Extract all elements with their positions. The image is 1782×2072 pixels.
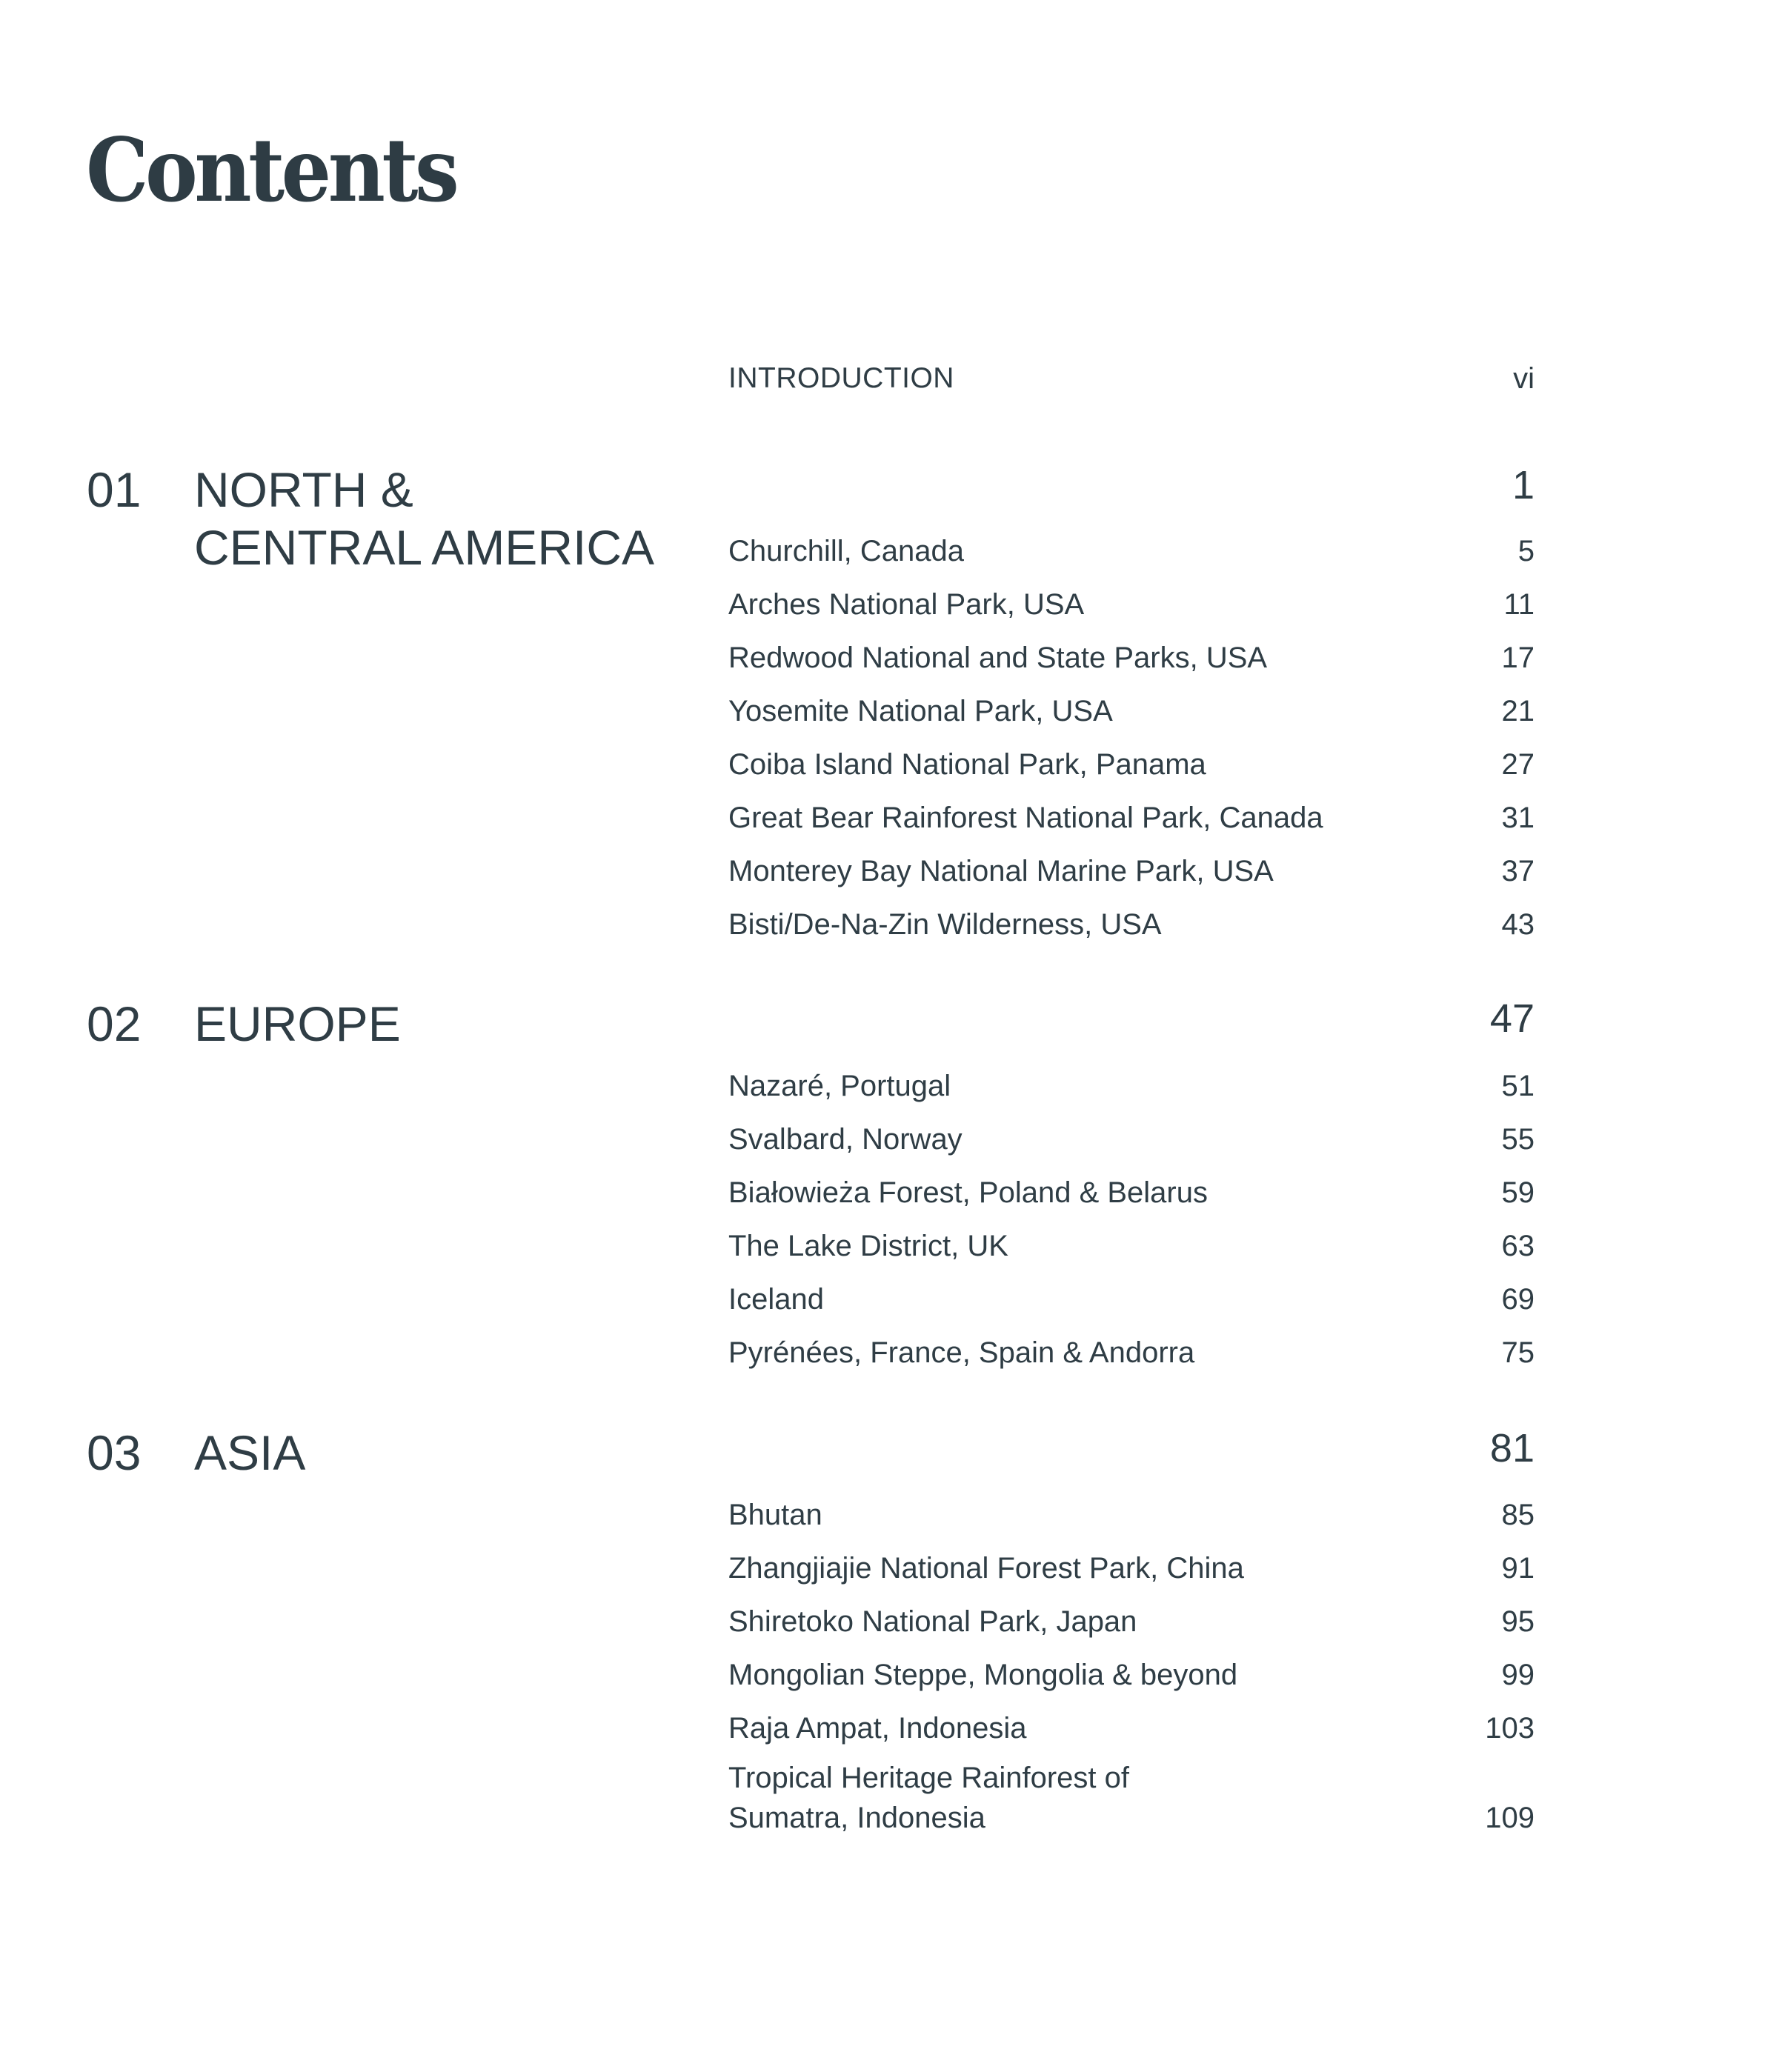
- toc-entry[interactable]: [728, 1595, 1535, 1648]
- entry-label: Iceland: [728, 1283, 824, 1316]
- entry-label: Raja Ampat, Indonesia: [728, 1712, 1027, 1745]
- toc-entry[interactable]: [728, 1219, 1535, 1273]
- entry-label: Bisti/De-Na-Zin Wilderness, USA: [728, 908, 1162, 941]
- entry-label: Białowieża Forest, Poland & Belarus: [728, 1176, 1208, 1209]
- toc-entry[interactable]: [728, 1326, 1535, 1379]
- entry-page: 103: [1485, 1712, 1535, 1745]
- toc-entry[interactable]: [728, 684, 1535, 738]
- entry-label: INTRODUCTION: [728, 362, 954, 394]
- entry-page: 59: [1501, 1176, 1535, 1209]
- entry-page: 11: [1503, 588, 1535, 621]
- toc-entry[interactable]: [728, 524, 1535, 578]
- entry-page: 63: [1501, 1230, 1535, 1262]
- entry-label: The Lake District, UK: [728, 1230, 1008, 1262]
- entry-label: Tropical Heritage Rainforest of Sumatra, Indonesia: [728, 1762, 1129, 1834]
- entry-label: Shiretoko National Park, Japan: [728, 1605, 1137, 1638]
- section-number: 01: [87, 462, 142, 517]
- entry-label: Coiba Island National Park, Panama: [728, 748, 1206, 781]
- entry-page: 37: [1501, 855, 1535, 887]
- entry-label: Churchill, Canada: [728, 535, 964, 567]
- toc-entry[interactable]: [728, 1059, 1535, 1113]
- toc-entry[interactable]: [728, 578, 1535, 631]
- toc-entry[interactable]: [728, 738, 1535, 791]
- entry-page: 75: [1501, 1336, 1535, 1369]
- entry-label: Zhangjiajie National Forest Park, China: [728, 1552, 1244, 1585]
- toc-entry[interactable]: [728, 791, 1535, 845]
- toc-entry[interactable]: [728, 1113, 1535, 1166]
- entry-label: Yosemite National Park, USA: [728, 695, 1113, 727]
- entry-page: vi: [1513, 362, 1535, 395]
- page-title: Contents: [86, 119, 456, 221]
- toc-entry-introduction[interactable]: [728, 352, 1535, 405]
- section-page: 81: [1489, 1426, 1535, 1470]
- entry-page: 27: [1501, 748, 1535, 781]
- toc-entry[interactable]: [728, 898, 1535, 951]
- entry-page: 31: [1501, 802, 1535, 834]
- entry-page: 21: [1501, 695, 1535, 727]
- toc-entry[interactable]: [728, 1542, 1535, 1595]
- entry-label: Mongolian Steppe, Mongolia & beyond: [728, 1659, 1238, 1691]
- entry-label: Great Bear Rainforest National Park, Canada: [728, 802, 1323, 834]
- entry-label: Nazaré, Portugal: [728, 1070, 951, 1102]
- toc-entry[interactable]: [728, 1758, 1535, 1838]
- entry-page: 99: [1501, 1659, 1535, 1691]
- section-page: 1: [1512, 463, 1535, 507]
- toc-entry[interactable]: [728, 1166, 1535, 1219]
- entry-page: 5: [1517, 535, 1535, 567]
- entry-label: Bhutan: [728, 1499, 822, 1531]
- entry-page: 17: [1501, 642, 1535, 674]
- section-title[interactable]: EUROPE: [194, 996, 401, 1051]
- entry-label: Svalbard, Norway: [728, 1123, 963, 1156]
- entry-label: Pyrénées, France, Spain & Andorra: [728, 1336, 1195, 1369]
- entry-page: 69: [1501, 1283, 1535, 1316]
- entry-label: Redwood National and State Parks, USA: [728, 642, 1268, 674]
- toc-entry[interactable]: [728, 1702, 1535, 1755]
- entry-page: 91: [1501, 1552, 1535, 1585]
- entry-page: 95: [1501, 1605, 1535, 1638]
- toc-entry[interactable]: [728, 1648, 1535, 1702]
- section-title[interactable]: ASIA: [194, 1425, 306, 1480]
- section-page: 47: [1489, 996, 1535, 1041]
- toc-entry[interactable]: [728, 845, 1535, 898]
- section-number: 02: [87, 996, 142, 1051]
- toc-entry[interactable]: [728, 1488, 1535, 1542]
- toc-entry[interactable]: [728, 631, 1535, 684]
- section-title[interactable]: NORTH &: [194, 462, 413, 517]
- entry-page: 109: [1485, 1802, 1535, 1834]
- entry-label: Arches National Park, USA: [728, 588, 1085, 621]
- toc-entry[interactable]: [728, 1273, 1535, 1326]
- section-number: 03: [87, 1425, 142, 1480]
- section-title-line2[interactable]: CENTRAL AMERICA: [194, 520, 655, 575]
- entry-page: 43: [1501, 908, 1535, 941]
- entry-page: 85: [1501, 1499, 1535, 1531]
- entry-page: 51: [1501, 1070, 1535, 1102]
- entry-label: Monterey Bay National Marine Park, USA: [728, 855, 1274, 887]
- entry-page: 55: [1501, 1123, 1535, 1156]
